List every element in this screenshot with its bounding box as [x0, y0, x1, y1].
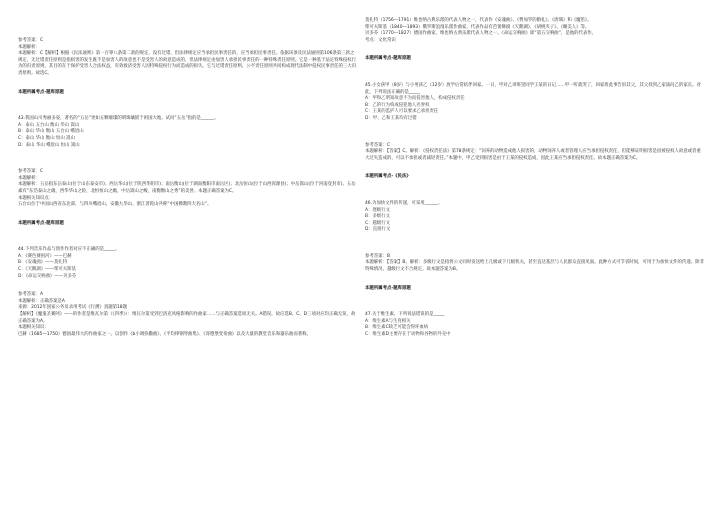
option: A：维生素A与生育相关 — [365, 318, 411, 324]
knowledge-text: 五台山位于中国山西省东北部，与四川峨眉山、安徽九华山、浙江普陀山共称“中国佛教四大名山”。 — [18, 202, 212, 208]
option: B：乙的行为构成侵犯他人名誉权 — [365, 102, 430, 108]
option: D：甲、乙和王某均有过错 — [365, 115, 417, 121]
knowledge-label: 本题相关知识： — [18, 325, 49, 331]
section-label: 本题所属考点-题库原题 — [365, 285, 411, 291]
option: D：《命运交响曲》——贝多芬 — [18, 273, 77, 279]
section-label: 本题所属考点-题库原题 — [18, 220, 64, 226]
option: D：直接行文 — [365, 227, 391, 233]
section-label: 本题所属考点-《民法》 — [365, 174, 411, 180]
answer-label: 参考答案：C — [18, 169, 44, 175]
option: C：王某的监护人可以要求乙承担责任 — [365, 109, 439, 115]
question-45-stem: 45.小女孩甲（8岁）与小男孩乙（12岁）放学后常结伴回家。一日，甲对乙讲班里同学王某的日记……甲一听就哭了，回家将此事告诉其父，其父找到乙家质问乙的家长。对此，下列说法正确的是_____ — [365, 82, 701, 95]
knowledge-text: 柴可夫斯基（1840—1893）俄罗斯浪漫乐派作曲家，代表作品有芭蕾舞剧《天鹅湖》、《胡桃夹子》、《睡美人》等。 — [365, 24, 590, 30]
option: B：泰山 华山 衡山 五台山 峨眉山 — [18, 129, 84, 135]
option: A：《赛色赛困河》——巴赫 — [18, 253, 72, 259]
question-47-stem: 47.关于维生素，下列说法错误的是_____ — [365, 312, 445, 318]
section-label: 本题所属考点-题库原题 — [18, 89, 64, 95]
option: C：越级行文 — [365, 220, 391, 226]
option: A：泰山 五台山 衡山 华山 嵩山 — [18, 122, 80, 128]
analysis-label: 本题解析： — [18, 175, 40, 181]
option: B：维生素C缺乏可能会得坏血病 — [365, 325, 429, 331]
option: A：逐级行文 — [365, 207, 390, 213]
answer-label: 参考答案：C — [18, 38, 44, 43]
knowledge-text: 贝多芬（1770—1827）德国作曲家，维也纳古典乐派代表人物之一。《命运交响曲》即“第五交响曲”，是他的代表作。 — [365, 31, 597, 37]
knowledge-text: 巴赫（1685—1750）德国最伟大的作曲家之一。以创作《b小调弥撒曲》、《平均律钢琴曲集》、《哥德堡变奏曲》以及大量的教堂音乐和器乐曲而著称。 — [18, 331, 311, 337]
question-46-stem: 46.为加快文件的传递，可采用______。 — [365, 200, 443, 206]
option: B：多级行文 — [365, 214, 390, 220]
option: C：泰山 华山 衡山 恒山 嵩山 — [18, 135, 75, 141]
answer-label: 参考答案：C — [365, 142, 391, 148]
option: C：《天鹅湖》——柴可夫斯基 — [18, 267, 76, 273]
analysis-text: 【解析】《魔鬼圣赛阿》——的作者是维瓦尔第（《四季》）：维瓦尔第受到巴洛克风格影响的作曲家……与正确答案选项无关。A错误，故应选B、C、D三项对应均正确无误，故正确答案为A。 — [18, 312, 356, 324]
analysis-text: 本题解析：五岳指东岳泰山(位于山东泰安市)；西岳华山(位于陕西华阴市)；南岳衡山(位于湖南衡阳市南岳区)；北岳恒山(位于山西浑源县)；中岳嵩山(位于河南登封市)。五岳素有“东岱泰山之雄，西华华山之险，北恒恒山之幽，中岳嵩山之峻，南衡衡山之秀”的美誉。本题正确答案为C。 — [18, 182, 356, 194]
analysis-label: 本题解析：正确答案是A — [18, 298, 65, 304]
option: A：甲和乙明知故意不为而侵害他人，构成侵权责任 — [365, 96, 465, 102]
section-label: 本题所属考点-题库原题 — [365, 56, 411, 62]
right-column — [365, 0, 705, 339]
option: C：维生素D主要存在于动物和谷物的外壳中 — [365, 332, 451, 338]
analysis-text: 本题解析：【答案】C。解析：《侵权责任法》第78条规定：“饲养的动物造成他人损害的，动物饲养人或者管理人应当承担侵权责任，但能够证明损害是因被侵权人故意或者重大过失造成的，可以不承担或者减轻责任。”本题中，甲乙受到损害是由于王某的侵权造成，因此王某应当承担侵权责任。故本题正确答案为C。 — [365, 149, 701, 161]
tag-line: 考点：文化常识 — [365, 37, 396, 43]
left-column — [18, 0, 358, 338]
option: B：《安魂曲》——莫扎特 — [18, 260, 68, 266]
knowledge-label: 本题相关知识点： — [18, 195, 54, 201]
question-43-stem: 43.我国山川秀丽多姿，著名的“五岳”更如五颗璀璨的明珠镶嵌于祖国大地。试问“五岳”指的是______。 — [18, 116, 219, 122]
analysis-text: 本题解析：C【解析】根据《民法通则》第一百零八条第二款的规定，没有过错，但法律规定应当承担民事责任的，应当承担民事责任。依据该条及民法通则第106条第三款之规定，无过错责任原则是指损害的发生既不是加害人的故意也不是受害人的故意造成的，但法律规定由加害人承担民事责任的一种特殊责任原则，它是一种基于法定特殊侵权行为的归责原则，其目的在于保护受害人合法权益，有效救济受害人因特殊侵权行为而造成的损失。它与过错责任原则、公平责任原则共同构成现代法制中侵权民事责任的三大归责原则。故选C。 — [18, 51, 357, 76]
option: D：泰山 华山 峨眉山 恒山 嵩山 — [18, 142, 80, 148]
question-44-stem: 44.下列音乐作品与创作作者对应不正确的是_____。 — [18, 247, 120, 253]
answer-label: 参考答案：B — [365, 253, 390, 259]
answer-label: 参考答案：A — [18, 292, 43, 298]
source-line: 来源：2012年国家公务员录用考试《行测》真题第18题 — [18, 305, 127, 311]
knowledge-text: 莫扎特（1756—1791）维也纳古典乐派的代表人物之一，代表作《安魂曲》、《费加罗的婚礼》、《唐璜》和《魔笛》。 — [365, 18, 592, 23]
analysis-text: 本题解析：【答案】B。解析：多级行文是指将公文同时发送给上几级或下几级机关，甚至直达基层与人民群众直接见面。此种方式可节省时间，可用于为加快文件的传递。除非特殊情况，越级行文不合规定。故本题答案为B。 — [365, 260, 704, 273]
analysis-label: 本题解析： — [18, 44, 40, 50]
